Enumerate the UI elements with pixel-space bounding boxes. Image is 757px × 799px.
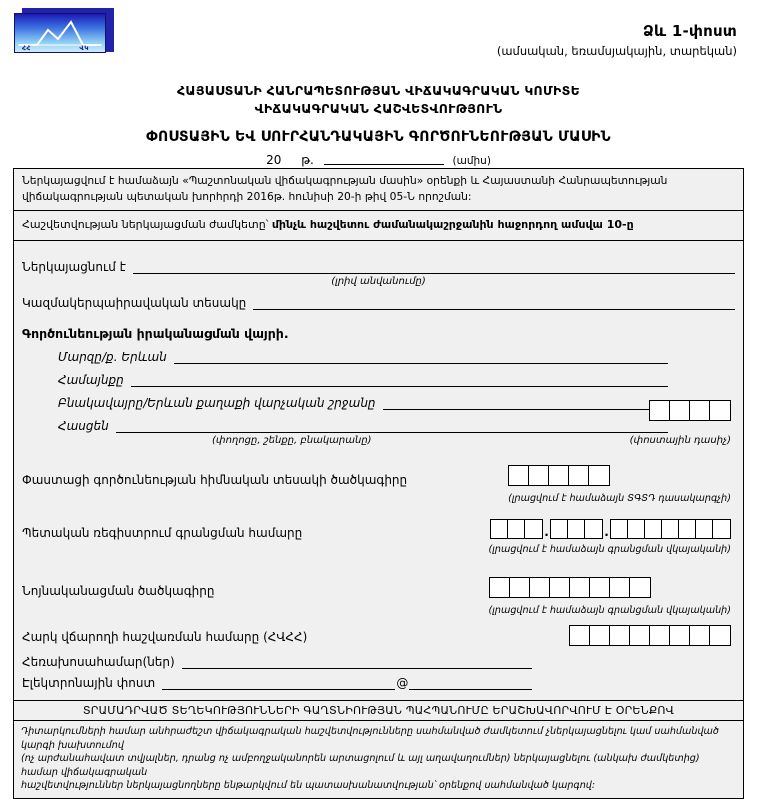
identification-code-field — [489, 577, 731, 616]
cell[interactable] — [549, 466, 569, 485]
identification-code-row — [22, 577, 735, 617]
region-label: Մարզը/ք. Երևան — [58, 350, 167, 364]
submitted-by-row — [22, 260, 735, 274]
deadline-prefix: Հաշվետվության ներկայացման ժամկետը՝ — [22, 218, 272, 231]
page-title: ՓՈՍՏԱՅԻՆ ԵՎ ՍՈՒՐՀԱՆԴԱԿԱՅԻՆ ԳՈՐԾՈՒՆԵՈՒԹՅԱՆ ՄԱՍԻՆ — [146, 129, 611, 145]
cell[interactable] — [490, 578, 510, 597]
confidentiality-notice-title: ՏՐԱՄԱԴՐՎԱԾ ՏԵՂԵԿՈՒԹՅՈՒՆՆԵՐԻ ԳԱՂՏՆԻՈՒԹՅԱՆ ՊԱՀՊԱՆՈՒՄԸ ԵՐԱՇԽԱՎՈՐՎՈՒՄ Է ՕՐԵՆՔՈՎ — [14, 700, 743, 721]
year-mark: թ. — [301, 153, 314, 167]
cell[interactable] — [650, 401, 670, 420]
cell[interactable] — [628, 520, 645, 538]
register-separator: . — [544, 525, 549, 539]
state-register-row — [22, 519, 735, 561]
penalty-notice-line-2: (ոչ արժանահավատ տվյալներ, դրանց ոչ ամբողջականորեն արտացոլում և այլ աղավաղումներ) ներկայացնելու (անկախ ժամկետից) համար վիճակագրական — [21, 753, 700, 778]
taxpayer-field — [569, 625, 731, 649]
register-group-3[interactable] — [610, 519, 731, 539]
legal-form-input[interactable] — [253, 297, 735, 310]
cell[interactable] — [650, 626, 670, 645]
logo-face — [14, 13, 106, 53]
identification-code-label: Նոյնականացման ծածկագիրը — [22, 584, 215, 598]
cell[interactable] — [529, 466, 549, 485]
penalty-notice-line-1: Դիտարկումների համար անհրաժեշտ վիճակագրական հաշվետվությունները սահմանված ժամկետում չներկայացնելու կամ սահմանված կարգի խախտումով — [21, 726, 719, 751]
cell[interactable] — [679, 520, 696, 538]
cell[interactable] — [568, 520, 585, 538]
region-input[interactable] — [174, 351, 668, 364]
taxpayer-cells[interactable] — [569, 625, 731, 646]
register-separator: . — [604, 525, 609, 539]
month-hint: (ամիս) — [452, 155, 491, 167]
cell[interactable] — [569, 466, 589, 485]
activity-location-heading: Գործունեության իրականացման վայրի. — [22, 326, 289, 341]
email-domain-input[interactable] — [409, 677, 532, 690]
legal-form-row — [22, 296, 735, 310]
statistics-chart-logo-icon — [12, 8, 116, 56]
phone-label: Հեռախոսահամար(ներ) — [22, 655, 175, 669]
cell[interactable] — [491, 520, 508, 538]
address-label: Հասցեն — [58, 419, 109, 433]
postal-index-field — [649, 400, 731, 424]
cell[interactable] — [662, 520, 679, 538]
address-row — [58, 419, 668, 433]
cell[interactable] — [590, 626, 610, 645]
community-input[interactable] — [131, 374, 668, 387]
deadline-value: մինչև հաշվետու ժամանակաշրջանին հաջորդող ամսվա 10-ը — [271, 218, 634, 231]
region-row — [58, 350, 668, 364]
cell[interactable] — [611, 520, 628, 538]
cell[interactable] — [696, 520, 713, 538]
cell[interactable] — [530, 578, 550, 597]
deadline-band — [14, 211, 743, 241]
phone-input[interactable] — [182, 656, 532, 669]
submitted-by-label: Ներկայացնում է — [22, 260, 126, 274]
cell[interactable] — [570, 578, 590, 597]
email-row — [22, 676, 532, 690]
cell[interactable] — [585, 520, 602, 538]
cell[interactable] — [551, 520, 568, 538]
settlement-input[interactable] — [383, 397, 668, 410]
cell[interactable] — [589, 466, 609, 485]
activity-code-label: Փաստացի գործունեության հիմնական տեսակի ծածկագիրը — [22, 473, 408, 487]
year-prefix: 20 — [266, 153, 282, 167]
postal-index-hint: (փոստային դասիչ) — [629, 435, 731, 446]
state-register-cells[interactable] — [489, 519, 731, 539]
submitted-by-hint: (լրիվ անվանումը) — [331, 276, 426, 287]
cell[interactable] — [509, 466, 529, 485]
phone-row — [22, 655, 532, 669]
state-register-label: Պետական ռեգիստրում գրանցման համարը — [22, 526, 303, 540]
activity-code-row — [22, 465, 735, 505]
activity-code-field — [508, 465, 731, 504]
address-input[interactable] — [116, 420, 668, 433]
penalty-notice — [14, 721, 743, 798]
organization-line-2: ՎԻՃԱԿԱԳՐԱԿԱՆ ՀԱՇՎԵՏՎՈՒԹՅՈՒՆ — [254, 101, 503, 116]
form-code-block — [497, 22, 737, 58]
cell[interactable] — [510, 578, 530, 597]
page-header — [0, 0, 757, 70]
penalty-notice-line-3: հաշվետվություններ ներկայացնողները ենթարկվում են պատասխանատվության՝ օրենքով սահմանված կարգով: — [21, 780, 596, 791]
submitted-by-input[interactable] — [133, 261, 735, 274]
email-at-symbol: @ — [396, 676, 409, 690]
cell[interactable] — [610, 626, 630, 645]
address-hint: (փողոցը, շենքը, բնակարանը) — [212, 435, 372, 446]
cell[interactable] — [710, 401, 730, 420]
cell[interactable] — [550, 578, 570, 597]
state-register-hint: (լրացվում է համաձայն գրանցման վկայականի) — [488, 544, 731, 555]
legal-basis-band: Ներկայացվում է համաձայն «Պաշտոնական վիճակագրության մասին» օրենքի և Հայաստանի Հանրապետության վիճակագրության պետական խորհրդի 2016թ. հունիսի 20-ի թիվ 05-Ն որոշման: — [14, 169, 743, 211]
taxpayer-row — [22, 625, 735, 651]
email-label: Էլեկտրոնային փոստ — [22, 676, 156, 690]
logo-abbr-left: ՀՀ — [22, 45, 31, 52]
cell[interactable] — [508, 520, 525, 538]
form-body — [14, 241, 743, 700]
reporting-date-row — [0, 153, 757, 167]
activity-code-hint: (լրացվում է համաձայն ՏԳՏԴ դասակարգչի) — [508, 493, 731, 504]
register-group-1[interactable] — [490, 519, 543, 539]
form-periodicity: (ամսական, եռամսյակային, տարեկան) — [496, 44, 737, 58]
cell[interactable] — [610, 578, 630, 597]
taxpayer-label: Հարկ վճարողի հաշվառման համարը (ՀՎՀՀ) — [22, 630, 308, 644]
identification-code-cells[interactable] — [489, 577, 651, 598]
register-group-2[interactable] — [550, 519, 603, 539]
cell[interactable] — [590, 578, 610, 597]
cell[interactable] — [630, 578, 650, 597]
form-code: Ձև 1-փոստ — [642, 22, 737, 40]
settlement-row — [58, 396, 668, 410]
cell[interactable] — [670, 401, 690, 420]
community-row — [58, 373, 668, 387]
cell[interactable] — [630, 626, 650, 645]
form-sheet — [13, 168, 744, 799]
legal-form-label: Կազմակերպաիրավական տեսակը — [22, 296, 247, 310]
title-block — [0, 82, 757, 145]
month-input[interactable] — [324, 153, 444, 165]
community-label: Համայնքը — [58, 373, 124, 387]
cell[interactable] — [570, 626, 590, 645]
cell[interactable] — [670, 626, 690, 645]
cell[interactable] — [690, 401, 710, 420]
cell[interactable] — [525, 520, 542, 538]
activity-code-cells[interactable] — [508, 465, 610, 486]
settlement-label: Բնակավայրը/Երևան քաղաքի վարչական շրջանը — [58, 396, 376, 410]
cell[interactable] — [690, 626, 710, 645]
email-local-input[interactable] — [162, 677, 395, 690]
state-register-field — [489, 519, 731, 555]
logo-abbr-right: ՎԿ — [79, 45, 89, 52]
identification-code-hint: (լրացվում է համաձայն գրանցման վկայականի) — [488, 605, 731, 616]
cell[interactable] — [713, 520, 730, 538]
cell[interactable] — [710, 626, 730, 645]
cell[interactable] — [645, 520, 662, 538]
organization-line-1: ՀԱՅԱՍՏԱՆԻ ՀԱՆՐԱՊԵՏՈՒԹՅԱՆ ՎԻՃԱԿԱԳՐԱԿԱՆ ԿՈՄԻՏԵ — [176, 83, 581, 98]
postal-index-cells[interactable] — [649, 400, 731, 421]
